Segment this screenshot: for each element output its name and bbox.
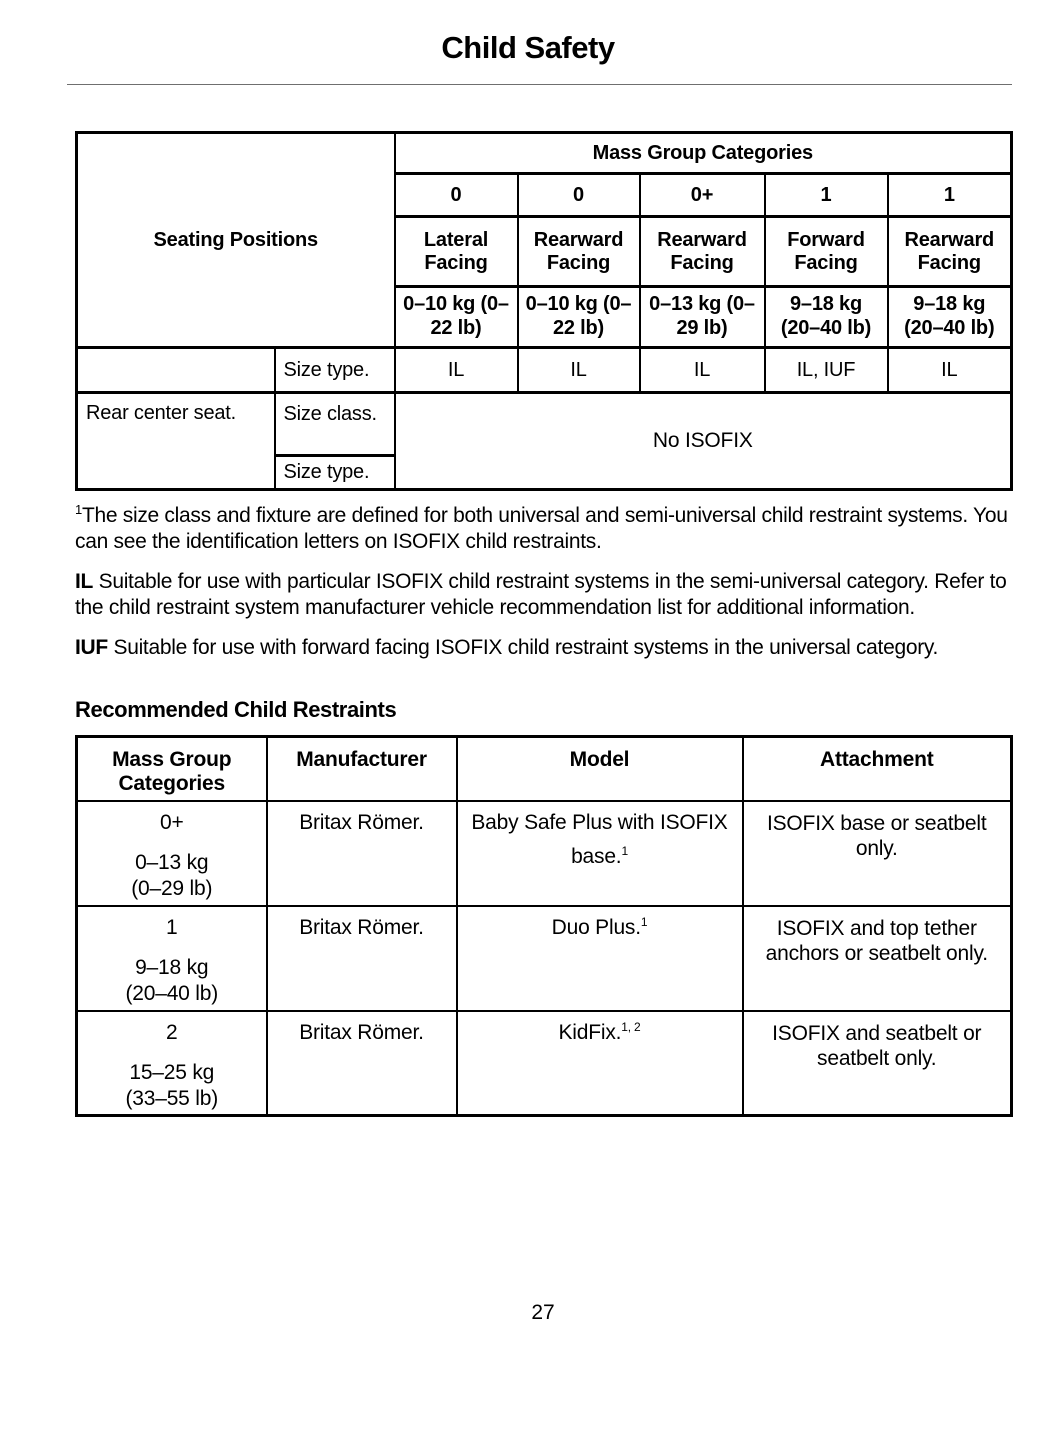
table-row: [77, 906, 1012, 1011]
iuf-term: IUF: [75, 636, 108, 659]
column-header-mass-group: Mass Group Categories: [77, 737, 267, 801]
category-cell: [77, 906, 267, 1011]
weight-range: [78, 955, 266, 1008]
weight-kg: 0–13 kg: [135, 850, 209, 874]
page-title: Child Safety: [441, 30, 615, 65]
weight-range-1: 0–10 kg (0–22 lb): [395, 287, 518, 348]
footnote-text: The size class and fixture are defined for both universal and semi-universal child restraint systems. You can see the identification letters on ISOFIX child restraints.: [75, 504, 1008, 553]
size-type-value-3: IL: [640, 348, 765, 393]
category-value: 1: [166, 915, 178, 939]
attachment-cell: ISOFIX base or seatbelt only.: [743, 801, 1012, 906]
category-value: 0+: [159, 810, 184, 834]
model-name: Baby Safe Plus with ISOFIX base.: [471, 810, 728, 869]
rear-center-seat-label: Rear center seat.: [77, 393, 275, 490]
mass-group-0: 0: [395, 174, 518, 217]
table-row: [77, 801, 1012, 906]
no-isofix-value: No ISOFIX: [395, 393, 1012, 490]
il-text: Suitable for use with particular ISOFIX child restraint systems in the semi-universal category. Refer to the child restraint system manufacturer vehicle recommendation list for additional information.: [75, 570, 1007, 619]
orientation-lateral: Lateral Facing: [395, 217, 518, 287]
empty-cell: [77, 348, 275, 393]
size-class-label: Size class.: [275, 393, 395, 456]
category-cell: [77, 801, 267, 906]
size-type-label-2: Size type.: [275, 456, 395, 490]
mass-group-0b: 0: [518, 174, 640, 217]
weight-range-3: 0–13 kg (0–29 lb): [640, 287, 765, 348]
model-cell: [457, 801, 743, 906]
column-header-attachment: Attachment: [743, 737, 1012, 801]
weight-lb: (20–40 lb): [125, 981, 219, 1005]
footnote-superscript: 1: [75, 502, 82, 517]
orientation-rearward-1: Rearward Facing: [518, 217, 640, 287]
orientation-rearward-2: Rearward Facing: [640, 217, 765, 287]
weight-lb: (33–55 lb): [125, 1086, 219, 1110]
weight-range: [78, 850, 266, 903]
model-footnote-ref: 1: [640, 914, 648, 929]
category-cell: [77, 1011, 267, 1116]
mass-group-1: 1: [765, 174, 888, 217]
model-footnote-ref: 1, 2: [621, 1019, 641, 1034]
seating-positions-header: Seating Positions: [77, 133, 395, 348]
model-cell: [457, 906, 743, 1011]
mass-group-1b: 1: [888, 174, 1012, 217]
weight-range-5: 9–18 kg (20–40 lb): [888, 287, 1012, 348]
recommended-restraints-table: [75, 735, 1013, 1117]
manufacturer-cell: Britax Römer.: [267, 906, 457, 1011]
model-name: Duo Plus.: [551, 915, 641, 939]
weight-kg: 9–18 kg: [135, 955, 209, 979]
mass-group-categories-header: Mass Group Categories: [395, 133, 1012, 174]
size-type-label: Size type.: [275, 348, 395, 393]
recommended-restraints-heading: Recommended Child Restraints: [75, 697, 397, 722]
weight-kg: 15–25 kg: [129, 1060, 215, 1084]
il-term: IL: [75, 570, 94, 593]
manufacturer-cell: Britax Römer.: [267, 1011, 457, 1116]
title-divider: [67, 84, 1012, 85]
weight-range: [78, 1060, 266, 1113]
weight-range-4: 9–18 kg (20–40 lb): [765, 287, 888, 348]
column-header-manufacturer: Manufacturer: [267, 737, 457, 801]
table-row: [77, 1011, 1012, 1116]
weight-range-2: 0–10 kg (0–22 lb): [518, 287, 640, 348]
il-definition: [75, 569, 1011, 621]
model-name: KidFix.: [558, 1020, 622, 1044]
attachment-cell: ISOFIX and top tether anchors or seatbelt only.: [743, 906, 1012, 1011]
size-type-value-2: IL: [518, 348, 640, 393]
attachment-cell: ISOFIX and seatbelt or seatbelt only.: [743, 1011, 1012, 1116]
orientation-rearward-3: Rearward Facing: [888, 217, 1012, 287]
size-type-value-4: IL, IUF: [765, 348, 888, 393]
mass-group-0plus: 0+: [640, 174, 765, 217]
model-footnote-ref: 1: [621, 844, 628, 859]
column-header-model: Model: [457, 737, 743, 801]
isofix-seating-table: [75, 131, 1013, 491]
iuf-text: Suitable for use with forward facing ISOFIX child restraint systems in the universal category.: [113, 636, 939, 659]
size-type-value-1: IL: [395, 348, 518, 393]
size-type-value-5: IL: [888, 348, 1012, 393]
orientation-forward: Forward Facing: [765, 217, 888, 287]
page-number: 27: [531, 1301, 555, 1324]
category-value: 2: [166, 1020, 178, 1044]
model-cell: [457, 1011, 743, 1116]
manufacturer-cell: Britax Römer.: [267, 801, 457, 906]
weight-lb: (0–29 lb): [131, 876, 213, 900]
page-content: [75, 131, 1011, 1325]
footnote-size-class: [75, 503, 1011, 555]
iuf-definition: [75, 635, 1011, 661]
